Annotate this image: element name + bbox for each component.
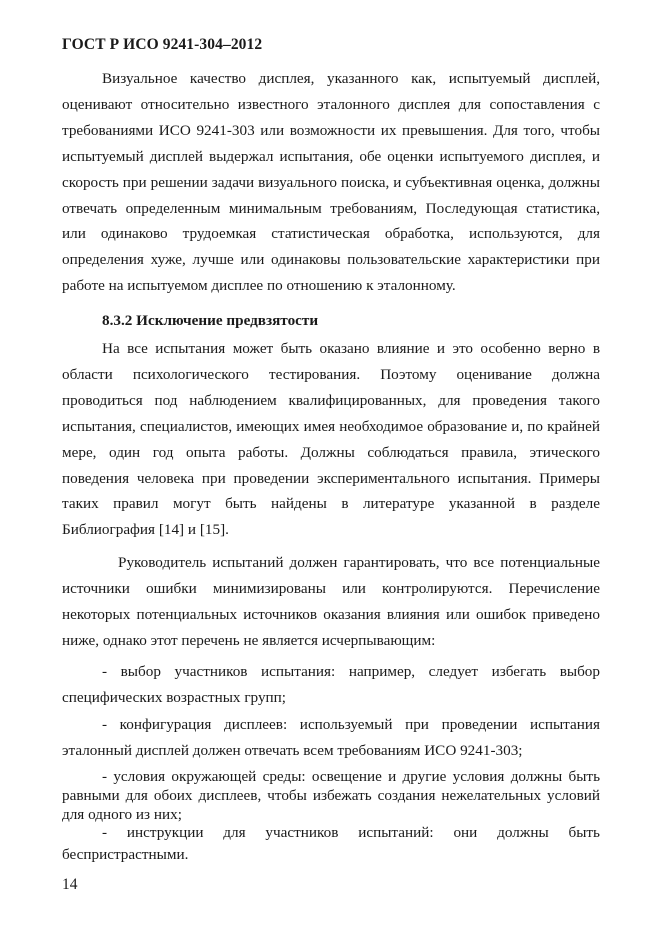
list-item-instructions-line1 — [62, 822, 600, 844]
word: они — [453, 824, 478, 841]
list-item-environment: - условия окружающей среды: освещение и другие условия должны быть равными для обоих дисплеев, чтобы избежать создания нежелательных условий для одного из них; — [62, 768, 600, 823]
list-item-display-config: - конфигурация дисплеев: используемый при проведении испытания эталонный дисплей должен отвечать всем требованиям ИСО 9241-303; — [62, 716, 600, 759]
paragraph-test-leader: Руководитель испытаний должен гарантировать, что все потенциальные источники ошибки минимизированы или контролируются. Перечисление некоторых потенциальных источников оказания влияния или ошибок приведено ниже, однако этот перечень не является исчерпывающим: — [62, 554, 600, 649]
list-item-instructions — [62, 822, 600, 866]
section-heading: 8.3.2 Исключение предвзятости — [102, 312, 319, 329]
list-item-instructions-line2: беспристрастными. — [62, 846, 189, 863]
page-number: 14 — [62, 876, 78, 893]
word: участников — [265, 824, 339, 841]
list-item-participants: - выбор участников испытания: например, следует избегать выбор специфических возрастных групп; — [62, 663, 600, 706]
document-header: ГОСТ Р ИСО 9241-304–2012 — [62, 36, 263, 53]
word: должны — [497, 824, 549, 841]
word: быть — [568, 824, 600, 841]
paragraph-visual-quality: Визуальное качество дисплея, указанного как, испытуемый дисплей, оценивают относительно известного эталонного дисплея для сопоставления с требованиями ИСО 9241-303 или возможности их превышения. Для того, чтобы испытуемый дисплей выдержал испытания, обе оценки испытуемого дисплея, и скорость при решении задачи визуального поиска, и субъективная оценка, должны отвечать определенным минимальным требованиям, Последующая статистика, или одинаково трудоемкая статистическая обработка, используются, для определения хуже, лучше или одинаковы пользовательские характеристики при работе на испытуемом дисплее по отношению к эталонному. — [62, 70, 600, 295]
word: для — [223, 824, 246, 841]
paragraph-bias-influence: На все испытания может быть оказано влияние и это особенно верно в области психологического тестирования. Поэтому оценивание должна проводиться под наблюдением квалифицированных, для проведения такого испытания, специалистов, имеющих имея необходимое образование и, по крайней мере, один год опыта работы. Должны соблюдаться правила, этического поведения человека при проведении экспериментального испытания. Примеры таких правил могут быть найдены в литературе указанной в разделе Библиография [14] и [15]. — [62, 340, 600, 539]
word: - — [102, 824, 108, 841]
word: испытаний: — [358, 824, 434, 841]
word: инструкции — [126, 824, 204, 841]
